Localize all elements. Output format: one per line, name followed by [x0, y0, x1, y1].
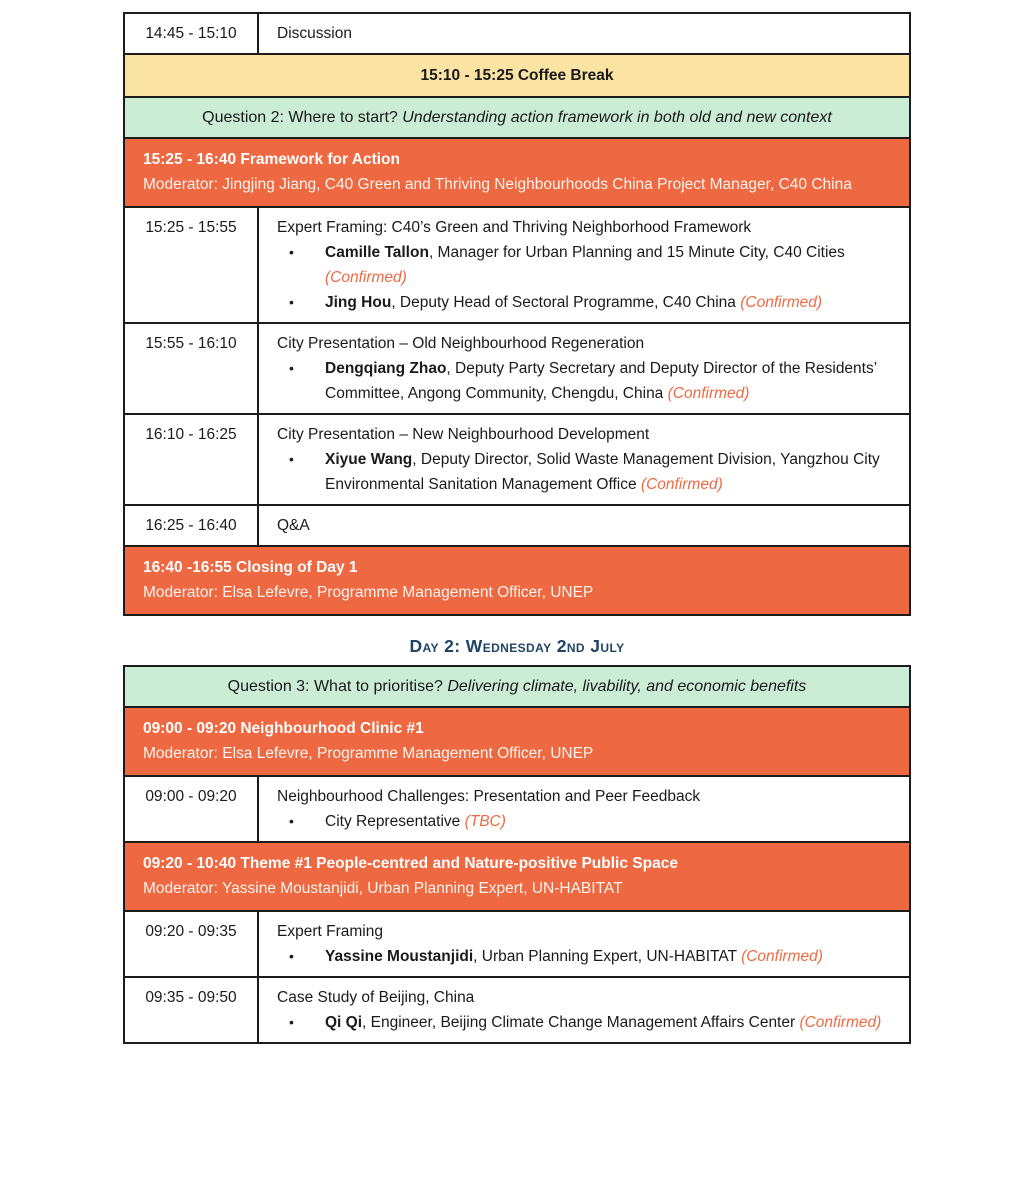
session-cell [259, 14, 909, 53]
agenda-row-expert-framing-c40 [125, 208, 909, 324]
session-block-theme1 [125, 843, 909, 912]
coffee-break-row [125, 55, 909, 98]
speaker-status: (Confirmed) [741, 948, 823, 965]
agenda-row-neighbourhood-challenges [125, 777, 909, 843]
speaker-name: Qi Qi [325, 1014, 363, 1031]
session-block-title: 15:25 - 16:40 Framework for Action [143, 151, 400, 168]
agenda-row-discussion [125, 14, 909, 55]
speaker-status: (TBC) [464, 813, 506, 830]
speaker-role: , Deputy Director, Solid Waste Management Division, Yangzhou City Environmental Sanitation Management Office [325, 451, 880, 493]
time-cell: 16:25 - 16:40 [125, 506, 259, 545]
speaker-name: Xiyue Wang [325, 451, 413, 468]
speaker-role: , Engineer, Beijing Climate Change Management Affairs Center [362, 1014, 800, 1031]
time-cell: 14:45 - 15:10 [125, 14, 259, 53]
speaker-role: City Representative [325, 813, 465, 830]
session-block-title: 09:00 - 09:20 Neighbourhood Clinic #1 [143, 720, 424, 737]
speaker-status: (Confirmed) [740, 294, 823, 311]
session-title: Neighbourhood Challenges: Presentation and Peer Feedback [277, 788, 701, 805]
speaker-status: (Confirmed) [799, 1014, 882, 1031]
speaker-name: Yassine Moustanjidi [325, 948, 474, 965]
session-title: Expert Framing [277, 923, 383, 940]
session-title: City Presentation – New Neighbourhood Development [277, 426, 650, 443]
session-block-title: 16:40 -16:55 Closing of Day 1 [143, 559, 358, 576]
time-cell: 09:20 - 09:35 [125, 912, 259, 976]
session-title: City Presentation – Old Neighbourhood Regeneration [277, 335, 645, 352]
session-title: Case Study of Beijing, China [277, 989, 475, 1006]
speaker-item [289, 447, 889, 497]
speaker-name: Camille Tallon [325, 244, 429, 261]
speaker-list [277, 944, 889, 969]
day2-heading: Day 2: Wednesday 2nd July [409, 636, 625, 656]
speaker-status: (Confirmed) [667, 385, 750, 402]
agenda-row-new-neighbourhood [125, 415, 909, 506]
day1-agenda-table [123, 12, 911, 616]
speaker-list [277, 447, 889, 497]
speaker-list [277, 809, 889, 834]
session-title: Discussion [277, 25, 352, 42]
speaker-list [277, 356, 889, 406]
question2-row [125, 98, 909, 139]
session-block-moderator: Moderator: Yassine Moustanjidi, Urban Planning Expert, UN-HABITAT [143, 880, 623, 897]
session-block-neighbourhood-clinic [125, 708, 909, 777]
session-title: Expert Framing: C40’s Green and Thriving Neighborhood Framework [277, 219, 752, 236]
speaker-list [277, 1010, 889, 1035]
bullet-icon: • [289, 360, 294, 376]
speaker-item [289, 240, 889, 290]
speaker-name: Jing Hou [325, 294, 392, 311]
speaker-role: , Urban Planning Expert, UN-HABITAT [473, 948, 742, 965]
speaker-status: (Confirmed) [640, 476, 723, 493]
bullet-icon: • [289, 294, 294, 310]
time-cell: 16:10 - 16:25 [125, 415, 259, 504]
coffee-break-label: 15:10 - 15:25 Coffee Break [420, 67, 614, 84]
time-cell: 09:35 - 09:50 [125, 978, 259, 1042]
session-cell [259, 208, 909, 322]
question2-italic: Understanding action framework in both old and new context [402, 109, 832, 126]
session-cell [259, 415, 909, 504]
agenda-row-qa [125, 506, 909, 547]
speaker-item [289, 356, 889, 406]
session-block-closing-day1 [125, 547, 909, 614]
question3-row [125, 667, 909, 708]
question2-text [202, 105, 832, 130]
speaker-role: , Manager for Urban Planning and 15 Minute City, C40 Cities [428, 244, 845, 261]
agenda-row-old-neighbourhood [125, 324, 909, 415]
speaker-name: Dengqiang Zhao [325, 360, 447, 377]
question3-text [228, 674, 807, 699]
speaker-status: (Confirmed) [325, 269, 407, 286]
agenda-row-expert-framing-day2 [125, 912, 909, 978]
question3-prefix: Question 3: What to prioritise? [227, 678, 448, 695]
speaker-item [289, 809, 889, 834]
speaker-item [289, 944, 889, 969]
speaker-list [277, 240, 889, 315]
bullet-icon: • [289, 813, 294, 829]
day2-agenda-table [123, 665, 911, 1044]
session-block-title: 09:20 - 10:40 Theme #1 People-centred and Nature-positive Public Space [143, 855, 678, 872]
session-block-moderator: Moderator: Elsa Lefevre, Programme Management Officer, UNEP [143, 745, 594, 762]
speaker-item [289, 1010, 889, 1035]
bullet-icon: • [289, 244, 294, 260]
speaker-role: , Deputy Head of Sectoral Programme, C40 China [391, 294, 741, 311]
speaker-item [289, 290, 889, 315]
bullet-icon: • [289, 948, 294, 964]
time-cell: 15:25 - 15:55 [125, 208, 259, 322]
time-cell: 15:55 - 16:10 [125, 324, 259, 413]
session-block-moderator: Moderator: Elsa Lefevre, Programme Management Officer, UNEP [143, 584, 594, 601]
speaker-role: , Deputy Party Secretary and Deputy Director of the Residents’ Committee, Angong Community, Chengdu, China [325, 360, 877, 402]
session-cell [259, 324, 909, 413]
session-block-framework-for-action [125, 139, 909, 208]
session-title: Q&A [277, 517, 310, 534]
time-cell: 09:00 - 09:20 [125, 777, 259, 841]
question2-prefix: Question 2: Where to start? [202, 109, 403, 126]
session-cell [259, 506, 909, 545]
bullet-icon: • [289, 1014, 294, 1030]
session-cell [259, 978, 909, 1042]
session-block-moderator: Moderator: Jingjing Jiang, C40 Green and Thriving Neighbourhoods China Project Manager, C40 China [143, 176, 852, 193]
bullet-icon: • [289, 451, 294, 467]
agenda-row-case-study-beijing [125, 978, 909, 1042]
question3-italic: Delivering climate, livability, and economic benefits [447, 678, 807, 695]
session-cell [259, 777, 909, 841]
session-cell [259, 912, 909, 976]
